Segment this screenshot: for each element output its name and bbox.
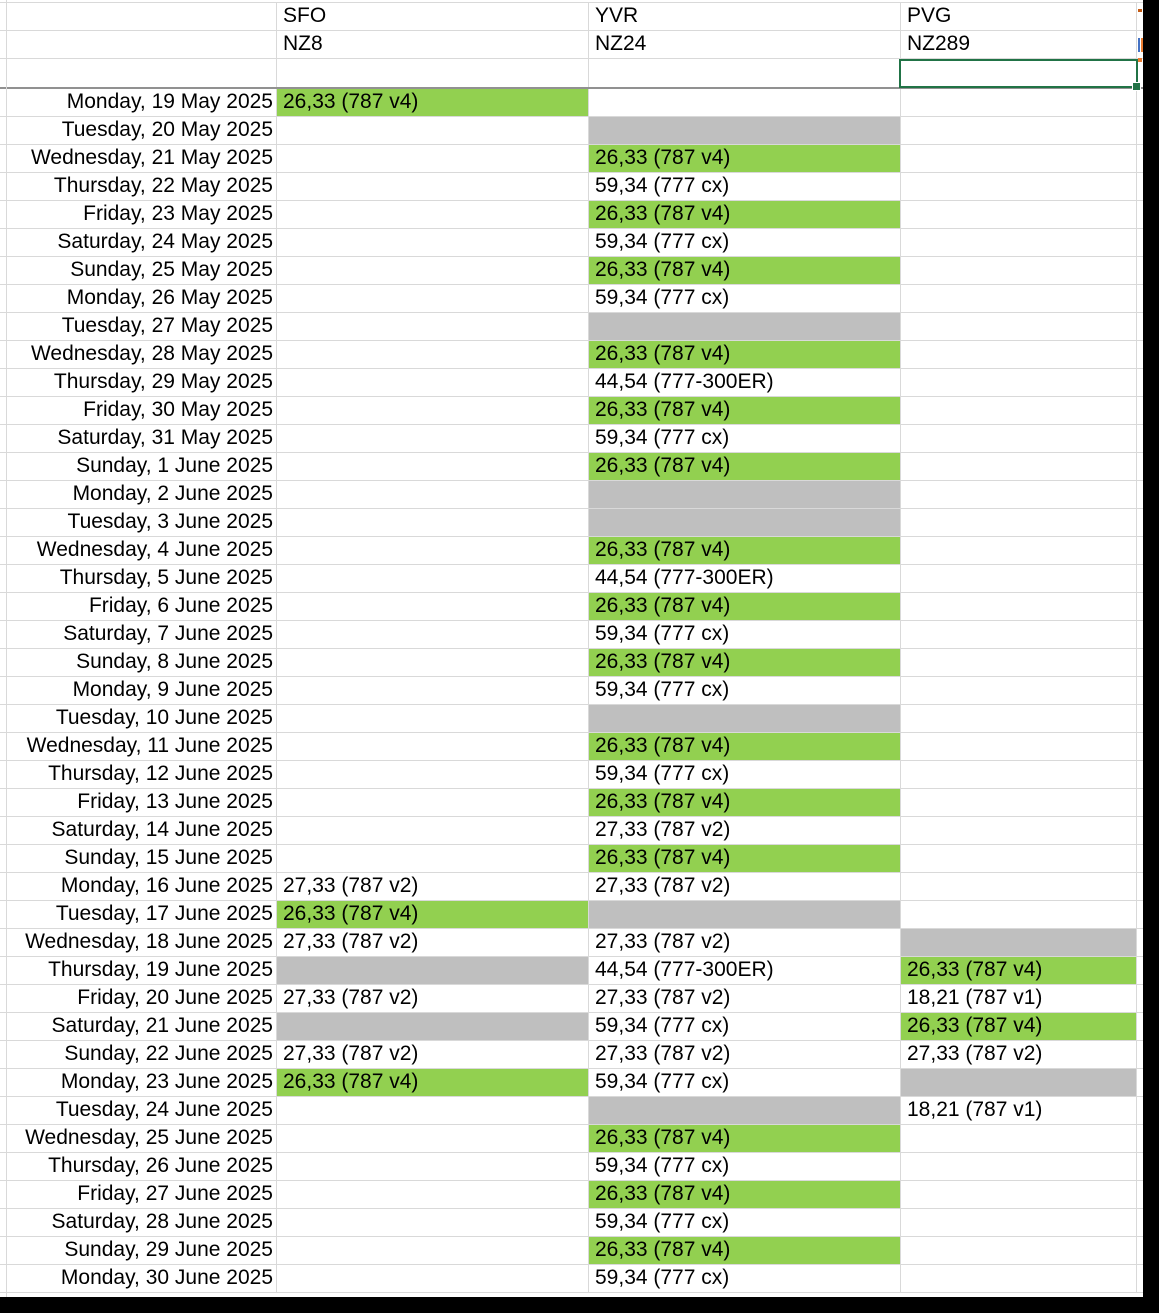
table-row bbox=[0, 733, 1143, 761]
date-cell[interactable]: Wednesday, 25 June 2025 bbox=[0, 1125, 277, 1152]
schedule-cell-pvg[interactable] bbox=[901, 117, 1137, 144]
schedule-cell-yvr[interactable]: 26,33 (787 v4) bbox=[589, 1237, 901, 1264]
schedule-cell-yvr[interactable]: 27,33 (787 v2) bbox=[589, 985, 901, 1012]
schedule-cell-pvg[interactable] bbox=[901, 313, 1137, 340]
partial-next-column-cell bbox=[1137, 1125, 1143, 1152]
table-row bbox=[0, 145, 1143, 173]
schedule-cell-yvr[interactable]: 27,33 (787 v2) bbox=[589, 873, 901, 900]
table-row bbox=[0, 89, 1143, 117]
schedule-cell-pvg[interactable] bbox=[901, 453, 1137, 480]
schedule-cell-yvr[interactable]: 59,34 (777 cx) bbox=[589, 1153, 901, 1180]
header-row-flights bbox=[0, 31, 1143, 59]
schedule-cell-yvr[interactable]: 26,33 (787 v4) bbox=[589, 397, 901, 424]
table-row bbox=[0, 481, 1143, 509]
schedule-cell-yvr[interactable] bbox=[589, 481, 901, 508]
schedule-cell-yvr[interactable]: 59,34 (777 cx) bbox=[589, 1209, 901, 1236]
schedule-cell-yvr[interactable]: 59,34 (777 cx) bbox=[589, 425, 901, 452]
schedule-cell-yvr[interactable]: 26,33 (787 v4) bbox=[589, 733, 901, 760]
data-rows bbox=[0, 89, 1143, 1293]
table-row bbox=[0, 285, 1143, 313]
schedule-cell-sfo[interactable] bbox=[277, 145, 589, 172]
schedule-cell-sfo[interactable] bbox=[277, 677, 589, 704]
date-cell[interactable]: Friday, 13 June 2025 bbox=[0, 789, 277, 816]
table-row bbox=[0, 201, 1143, 229]
date-cell[interactable]: Friday, 27 June 2025 bbox=[0, 1181, 277, 1208]
schedule-cell-pvg[interactable] bbox=[901, 1265, 1137, 1292]
table-row bbox=[0, 649, 1143, 677]
schedule-cell-sfo[interactable] bbox=[277, 733, 589, 760]
date-cell[interactable]: Saturday, 28 June 2025 bbox=[0, 1209, 277, 1236]
date-cell[interactable]: Tuesday, 27 May 2025 bbox=[0, 313, 277, 340]
schedule-cell-sfo[interactable] bbox=[277, 705, 589, 732]
schedule-cell-yvr[interactable]: 59,34 (777 cx) bbox=[589, 761, 901, 788]
column-header-airport-pvg[interactable]: PVG bbox=[901, 3, 1137, 30]
date-cell[interactable]: Wednesday, 18 June 2025 bbox=[0, 929, 277, 956]
schedule-cell-yvr[interactable]: 26,33 (787 v4) bbox=[589, 845, 901, 872]
partial-next-column-cell bbox=[1137, 789, 1143, 816]
schedule-cell-sfo[interactable] bbox=[277, 173, 589, 200]
table-row bbox=[0, 369, 1143, 397]
table-row bbox=[0, 453, 1143, 481]
schedule-cell-pvg[interactable] bbox=[901, 817, 1137, 844]
schedule-cell-yvr[interactable] bbox=[589, 1097, 901, 1124]
empty-cell[interactable] bbox=[277, 59, 589, 87]
schedule-cell-sfo[interactable]: 27,33 (787 v2) bbox=[277, 985, 589, 1012]
schedule-cell-pvg[interactable] bbox=[901, 89, 1137, 116]
schedule-cell-pvg[interactable]: 26,33 (787 v4) bbox=[901, 957, 1137, 984]
schedule-cell-pvg[interactable] bbox=[901, 845, 1137, 872]
partial-next-column-cell bbox=[1137, 201, 1143, 228]
partial-next-column-cell bbox=[1137, 1153, 1143, 1180]
schedule-cell-yvr[interactable]: 59,34 (777 cx) bbox=[589, 173, 901, 200]
schedule-cell-sfo[interactable] bbox=[277, 1097, 589, 1124]
table-row bbox=[0, 957, 1143, 985]
table-row bbox=[0, 1069, 1143, 1097]
table-row bbox=[0, 817, 1143, 845]
date-cell[interactable]: Thursday, 5 June 2025 bbox=[0, 565, 277, 592]
schedule-cell-pvg[interactable] bbox=[901, 425, 1137, 452]
date-cell[interactable]: Wednesday, 28 May 2025 bbox=[0, 341, 277, 368]
partial-next-column-cell bbox=[1137, 229, 1143, 256]
table-row bbox=[0, 537, 1143, 565]
partial-next-column-cell bbox=[1137, 145, 1143, 172]
schedule-cell-pvg[interactable] bbox=[901, 593, 1137, 620]
table-row bbox=[0, 1265, 1143, 1293]
schedule-cell-sfo[interactable] bbox=[277, 397, 589, 424]
partial-next-column-cell bbox=[1137, 285, 1143, 312]
schedule-cell-yvr[interactable]: 27,33 (787 v2) bbox=[589, 1041, 901, 1068]
table-row bbox=[0, 341, 1143, 369]
schedule-cell-yvr[interactable]: 59,34 (777 cx) bbox=[589, 677, 901, 704]
schedule-cell-sfo[interactable] bbox=[277, 761, 589, 788]
schedule-cell-sfo[interactable] bbox=[277, 649, 589, 676]
schedule-cell-yvr[interactable]: 26,33 (787 v4) bbox=[589, 257, 901, 284]
empty-cell[interactable] bbox=[589, 59, 901, 87]
partial-next-column-cell bbox=[1137, 677, 1143, 704]
partial-next-column-cell bbox=[1137, 1237, 1143, 1264]
schedule-cell-pvg[interactable] bbox=[901, 369, 1137, 396]
schedule-cell-pvg[interactable] bbox=[901, 1069, 1137, 1096]
partial-next-column-cell bbox=[1137, 1181, 1143, 1208]
date-cell[interactable]: Saturday, 21 June 2025 bbox=[0, 1013, 277, 1040]
schedule-cell-pvg[interactable]: 18,21 (787 v1) bbox=[901, 1097, 1137, 1124]
schedule-cell-sfo[interactable] bbox=[277, 1181, 589, 1208]
table-row bbox=[0, 1209, 1143, 1237]
table-row bbox=[0, 985, 1143, 1013]
schedule-cell-sfo[interactable] bbox=[277, 593, 589, 620]
date-cell[interactable]: Tuesday, 3 June 2025 bbox=[0, 509, 277, 536]
schedule-cell-sfo[interactable] bbox=[277, 509, 589, 536]
schedule-cell-sfo[interactable] bbox=[277, 257, 589, 284]
schedule-cell-yvr[interactable]: 26,33 (787 v4) bbox=[589, 1125, 901, 1152]
schedule-cell-yvr[interactable] bbox=[589, 509, 901, 536]
schedule-cell-sfo[interactable] bbox=[277, 285, 589, 312]
partial-next-column-cell bbox=[1137, 1041, 1143, 1068]
partial-next-column-cell bbox=[1137, 481, 1143, 508]
date-cell[interactable]: Saturday, 31 May 2025 bbox=[0, 425, 277, 452]
table-row bbox=[0, 901, 1143, 929]
partial-next-column-cell bbox=[1137, 593, 1143, 620]
schedule-cell-pvg[interactable]: 26,33 (787 v4) bbox=[901, 1013, 1137, 1040]
schedule-cell-yvr[interactable]: 26,33 (787 v4) bbox=[589, 453, 901, 480]
table-row bbox=[0, 621, 1143, 649]
table-row bbox=[0, 593, 1143, 621]
table-row bbox=[0, 1181, 1143, 1209]
schedule-cell-yvr[interactable]: 59,34 (777 cx) bbox=[589, 285, 901, 312]
date-cell[interactable]: Sunday, 8 June 2025 bbox=[0, 649, 277, 676]
partial-next-column-cell bbox=[1137, 1069, 1143, 1096]
table-row bbox=[0, 845, 1143, 873]
date-cell[interactable]: Tuesday, 20 May 2025 bbox=[0, 117, 277, 144]
partial-next-column-cell bbox=[1137, 453, 1143, 480]
schedule-cell-sfo[interactable] bbox=[277, 201, 589, 228]
schedule-cell-sfo[interactable] bbox=[277, 453, 589, 480]
schedule-cell-pvg[interactable] bbox=[901, 397, 1137, 424]
schedule-cell-sfo[interactable] bbox=[277, 1265, 589, 1292]
date-cell[interactable]: Friday, 6 June 2025 bbox=[0, 593, 277, 620]
column-header-flight-nz24[interactable]: NZ24 bbox=[589, 31, 901, 58]
date-cell[interactable]: Monday, 26 May 2025 bbox=[0, 285, 277, 312]
schedule-cell-pvg[interactable] bbox=[901, 481, 1137, 508]
schedule-cell-yvr[interactable]: 26,33 (787 v4) bbox=[589, 649, 901, 676]
schedule-cell-yvr[interactable] bbox=[589, 89, 901, 116]
partial-next-column-cell bbox=[1137, 509, 1143, 536]
date-cell[interactable]: Monday, 30 June 2025 bbox=[0, 1265, 277, 1292]
partial-next-column-cell bbox=[1137, 733, 1143, 760]
partial-next-column-text-mark bbox=[1138, 38, 1140, 52]
table-row bbox=[0, 229, 1143, 257]
schedule-cell-pvg[interactable] bbox=[901, 705, 1137, 732]
table-row bbox=[0, 761, 1143, 789]
table-row bbox=[0, 705, 1143, 733]
schedule-cell-pvg[interactable] bbox=[901, 1125, 1137, 1152]
partial-next-column-cell bbox=[1137, 705, 1143, 732]
schedule-cell-sfo[interactable]: 26,33 (787 v4) bbox=[277, 901, 589, 928]
partial-next-column-cell bbox=[1137, 1265, 1143, 1292]
schedule-cell-sfo[interactable] bbox=[277, 1125, 589, 1152]
header-date-cell[interactable] bbox=[0, 31, 277, 58]
partial-next-column-cell bbox=[1137, 341, 1143, 368]
date-cell[interactable]: Friday, 30 May 2025 bbox=[0, 397, 277, 424]
schedule-cell-sfo[interactable] bbox=[277, 117, 589, 144]
schedule-cell-yvr[interactable]: 26,33 (787 v4) bbox=[589, 341, 901, 368]
table-row bbox=[0, 117, 1143, 145]
schedule-cell-pvg[interactable] bbox=[901, 201, 1137, 228]
schedule-cell-pvg[interactable] bbox=[901, 929, 1137, 956]
date-cell[interactable]: Thursday, 29 May 2025 bbox=[0, 369, 277, 396]
schedule-cell-yvr[interactable] bbox=[589, 313, 901, 340]
schedule-cell-sfo[interactable] bbox=[277, 789, 589, 816]
date-cell[interactable]: Tuesday, 10 June 2025 bbox=[0, 705, 277, 732]
schedule-cell-pvg[interactable] bbox=[901, 677, 1137, 704]
table-row bbox=[0, 1237, 1143, 1265]
schedule-cell-pvg[interactable] bbox=[901, 173, 1137, 200]
date-cell[interactable]: Wednesday, 21 May 2025 bbox=[0, 145, 277, 172]
schedule-cell-sfo[interactable] bbox=[277, 1013, 589, 1040]
table-row bbox=[0, 1041, 1143, 1069]
schedule-cell-yvr[interactable] bbox=[589, 117, 901, 144]
partial-next-column-cell bbox=[1137, 3, 1143, 30]
schedule-cell-pvg[interactable] bbox=[901, 649, 1137, 676]
schedule-cell-pvg[interactable] bbox=[901, 873, 1137, 900]
partial-next-column-text-mark bbox=[1138, 58, 1142, 62]
schedule-cell-yvr[interactable]: 26,33 (787 v4) bbox=[589, 1181, 901, 1208]
partial-next-column-cell bbox=[1137, 257, 1143, 284]
partial-next-column-cell bbox=[1137, 621, 1143, 648]
partial-next-column-cell bbox=[1137, 1097, 1143, 1124]
left-column-gridline bbox=[6, 0, 7, 1297]
schedule-cell-sfo[interactable] bbox=[277, 1153, 589, 1180]
schedule-cell-sfo[interactable] bbox=[277, 1209, 589, 1236]
table-row bbox=[0, 425, 1143, 453]
partial-next-column-cell bbox=[1137, 565, 1143, 592]
partial-next-column-cell bbox=[1137, 845, 1143, 872]
partial-next-column-text-mark bbox=[1141, 38, 1143, 52]
schedule-cell-sfo[interactable] bbox=[277, 425, 589, 452]
schedule-cell-pvg[interactable] bbox=[901, 1209, 1137, 1236]
date-cell[interactable]: Wednesday, 4 June 2025 bbox=[0, 537, 277, 564]
schedule-cell-pvg[interactable] bbox=[901, 621, 1137, 648]
table-row bbox=[0, 1125, 1143, 1153]
schedule-cell-yvr[interactable]: 44,54 (777-300ER) bbox=[589, 565, 901, 592]
partial-next-column-cell bbox=[1137, 117, 1143, 144]
schedule-cell-yvr[interactable]: 27,33 (787 v2) bbox=[589, 817, 901, 844]
schedule-cell-pvg[interactable] bbox=[901, 341, 1137, 368]
schedule-cell-pvg[interactable] bbox=[901, 565, 1137, 592]
schedule-cell-sfo[interactable] bbox=[277, 1237, 589, 1264]
partial-next-column-cell bbox=[1137, 929, 1143, 956]
date-cell[interactable]: Sunday, 22 June 2025 bbox=[0, 1041, 277, 1068]
partial-next-column-text-mark bbox=[1138, 9, 1142, 12]
date-cell[interactable]: Thursday, 19 June 2025 bbox=[0, 957, 277, 984]
header-date-cell[interactable] bbox=[0, 3, 277, 30]
schedule-cell-yvr[interactable]: 27,33 (787 v2) bbox=[589, 929, 901, 956]
schedule-cell-sfo[interactable] bbox=[277, 341, 589, 368]
table-row bbox=[0, 509, 1143, 537]
table-row bbox=[0, 173, 1143, 201]
empty-cell[interactable] bbox=[0, 59, 277, 87]
schedule-cell-yvr[interactable]: 59,34 (777 cx) bbox=[589, 621, 901, 648]
partial-next-column-cell bbox=[1137, 425, 1143, 452]
schedule-cell-pvg[interactable] bbox=[901, 509, 1137, 536]
date-cell[interactable]: Friday, 20 June 2025 bbox=[0, 985, 277, 1012]
schedule-cell-yvr[interactable] bbox=[589, 705, 901, 732]
schedule-cell-sfo[interactable]: 27,33 (787 v2) bbox=[277, 929, 589, 956]
schedule-cell-sfo[interactable] bbox=[277, 845, 589, 872]
table-row bbox=[0, 873, 1143, 901]
date-cell[interactable]: Sunday, 25 May 2025 bbox=[0, 257, 277, 284]
selected-cell[interactable] bbox=[899, 59, 1138, 88]
table-row bbox=[0, 257, 1143, 285]
date-cell[interactable]: Sunday, 15 June 2025 bbox=[0, 845, 277, 872]
schedule-cell-sfo[interactable]: 26,33 (787 v4) bbox=[277, 89, 589, 116]
date-cell[interactable]: Saturday, 14 June 2025 bbox=[0, 817, 277, 844]
schedule-cell-sfo[interactable] bbox=[277, 957, 589, 984]
schedule-cell-sfo[interactable] bbox=[277, 621, 589, 648]
schedule-cell-sfo[interactable] bbox=[277, 817, 589, 844]
schedule-cell-yvr[interactable]: 59,34 (777 cx) bbox=[589, 1013, 901, 1040]
table-row bbox=[0, 929, 1143, 957]
schedule-cell-yvr[interactable]: 59,34 (777 cx) bbox=[589, 229, 901, 256]
table-row bbox=[0, 1013, 1143, 1041]
date-cell[interactable]: Thursday, 26 June 2025 bbox=[0, 1153, 277, 1180]
table-row bbox=[0, 1097, 1143, 1125]
schedule-cell-sfo[interactable]: 27,33 (787 v2) bbox=[277, 1041, 589, 1068]
column-header-flight-nz289[interactable]: NZ289 bbox=[901, 31, 1137, 58]
schedule-cell-yvr[interactable]: 59,34 (777 cx) bbox=[589, 1069, 901, 1096]
date-cell[interactable]: Saturday, 24 May 2025 bbox=[0, 229, 277, 256]
schedule-cell-sfo[interactable] bbox=[277, 565, 589, 592]
column-header-airport-yvr[interactable]: YVR bbox=[589, 3, 901, 30]
schedule-cell-sfo[interactable] bbox=[277, 229, 589, 256]
partial-next-column-cell bbox=[1137, 761, 1143, 788]
date-cell[interactable]: Monday, 9 June 2025 bbox=[0, 677, 277, 704]
schedule-cell-sfo[interactable] bbox=[277, 537, 589, 564]
schedule-cell-pvg[interactable] bbox=[901, 257, 1137, 284]
partial-next-column-cell bbox=[1137, 957, 1143, 984]
selection-fill-handle[interactable] bbox=[1133, 83, 1140, 90]
table-row bbox=[0, 565, 1143, 593]
date-cell[interactable]: Monday, 23 June 2025 bbox=[0, 1069, 277, 1096]
schedule-cell-pvg[interactable] bbox=[901, 285, 1137, 312]
schedule-cell-pvg[interactable] bbox=[901, 1181, 1137, 1208]
date-cell[interactable]: Thursday, 22 May 2025 bbox=[0, 173, 277, 200]
schedule-cell-yvr[interactable] bbox=[589, 901, 901, 928]
schedule-cell-pvg[interactable] bbox=[901, 1237, 1137, 1264]
date-cell[interactable]: Saturday, 7 June 2025 bbox=[0, 621, 277, 648]
schedule-cell-yvr[interactable]: 44,54 (777-300ER) bbox=[589, 369, 901, 396]
date-cell[interactable]: Thursday, 12 June 2025 bbox=[0, 761, 277, 788]
schedule-cell-pvg[interactable] bbox=[901, 229, 1137, 256]
date-cell[interactable]: Sunday, 29 June 2025 bbox=[0, 1237, 277, 1264]
table-row bbox=[0, 677, 1143, 705]
table-row bbox=[0, 789, 1143, 817]
date-cell[interactable]: Monday, 16 June 2025 bbox=[0, 873, 277, 900]
partial-next-column-cell bbox=[1137, 173, 1143, 200]
schedule-cell-sfo[interactable] bbox=[277, 313, 589, 340]
date-cell[interactable]: Friday, 23 May 2025 bbox=[0, 201, 277, 228]
schedule-cell-yvr[interactable]: 26,33 (787 v4) bbox=[589, 145, 901, 172]
date-cell[interactable]: Tuesday, 24 June 2025 bbox=[0, 1097, 277, 1124]
column-header-airport-sfo[interactable]: SFO bbox=[277, 3, 589, 30]
partial-next-column-cell bbox=[1137, 1013, 1143, 1040]
schedule-cell-pvg[interactable] bbox=[901, 901, 1137, 928]
partial-next-column-cell bbox=[1137, 313, 1143, 340]
date-cell[interactable]: Sunday, 1 June 2025 bbox=[0, 453, 277, 480]
partial-next-column-cell bbox=[1137, 901, 1143, 928]
partial-next-column-cell bbox=[1137, 537, 1143, 564]
schedule-cell-pvg[interactable] bbox=[901, 789, 1137, 816]
date-cell[interactable]: Monday, 19 May 2025 bbox=[0, 89, 277, 116]
schedule-cell-sfo[interactable]: 26,33 (787 v4) bbox=[277, 1069, 589, 1096]
schedule-cell-pvg[interactable] bbox=[901, 1153, 1137, 1180]
schedule-cell-yvr[interactable]: 59,34 (777 cx) bbox=[589, 1265, 901, 1292]
date-cell[interactable]: Wednesday, 11 June 2025 bbox=[0, 733, 277, 760]
partial-next-column-cell bbox=[1137, 397, 1143, 424]
schedule-cell-yvr[interactable]: 26,33 (787 v4) bbox=[589, 537, 901, 564]
schedule-cell-pvg[interactable] bbox=[901, 145, 1137, 172]
schedule-cell-sfo[interactable]: 27,33 (787 v2) bbox=[277, 873, 589, 900]
partial-next-column-cell bbox=[1137, 649, 1143, 676]
table-row bbox=[0, 1153, 1143, 1181]
schedule-cell-yvr[interactable]: 26,33 (787 v4) bbox=[589, 593, 901, 620]
schedule-cell-yvr[interactable]: 26,33 (787 v4) bbox=[589, 201, 901, 228]
schedule-cell-pvg[interactable] bbox=[901, 733, 1137, 760]
schedule-cell-pvg[interactable]: 27,33 (787 v2) bbox=[901, 1041, 1137, 1068]
schedule-cell-yvr[interactable]: 26,33 (787 v4) bbox=[589, 789, 901, 816]
header-row-airports bbox=[0, 3, 1143, 31]
partial-next-column-cell bbox=[1137, 817, 1143, 844]
table-row bbox=[0, 313, 1143, 341]
schedule-cell-pvg[interactable] bbox=[901, 537, 1137, 564]
schedule-cell-pvg[interactable] bbox=[901, 761, 1137, 788]
partial-next-column-cell bbox=[1137, 873, 1143, 900]
table-row bbox=[0, 397, 1143, 425]
date-cell[interactable]: Monday, 2 June 2025 bbox=[0, 481, 277, 508]
partial-next-column-cell bbox=[1137, 369, 1143, 396]
column-header-flight-nz8[interactable]: NZ8 bbox=[277, 31, 589, 58]
schedule-cell-sfo[interactable] bbox=[277, 481, 589, 508]
schedule-cell-yvr[interactable]: 44,54 (777-300ER) bbox=[589, 957, 901, 984]
partial-next-column-cell bbox=[1137, 985, 1143, 1012]
partial-next-column-cell bbox=[1137, 1209, 1143, 1236]
schedule-cell-pvg[interactable]: 18,21 (787 v1) bbox=[901, 985, 1137, 1012]
partial-next-column-cell bbox=[1137, 89, 1143, 116]
date-cell[interactable]: Tuesday, 17 June 2025 bbox=[0, 901, 277, 928]
schedule-cell-sfo[interactable] bbox=[277, 369, 589, 396]
